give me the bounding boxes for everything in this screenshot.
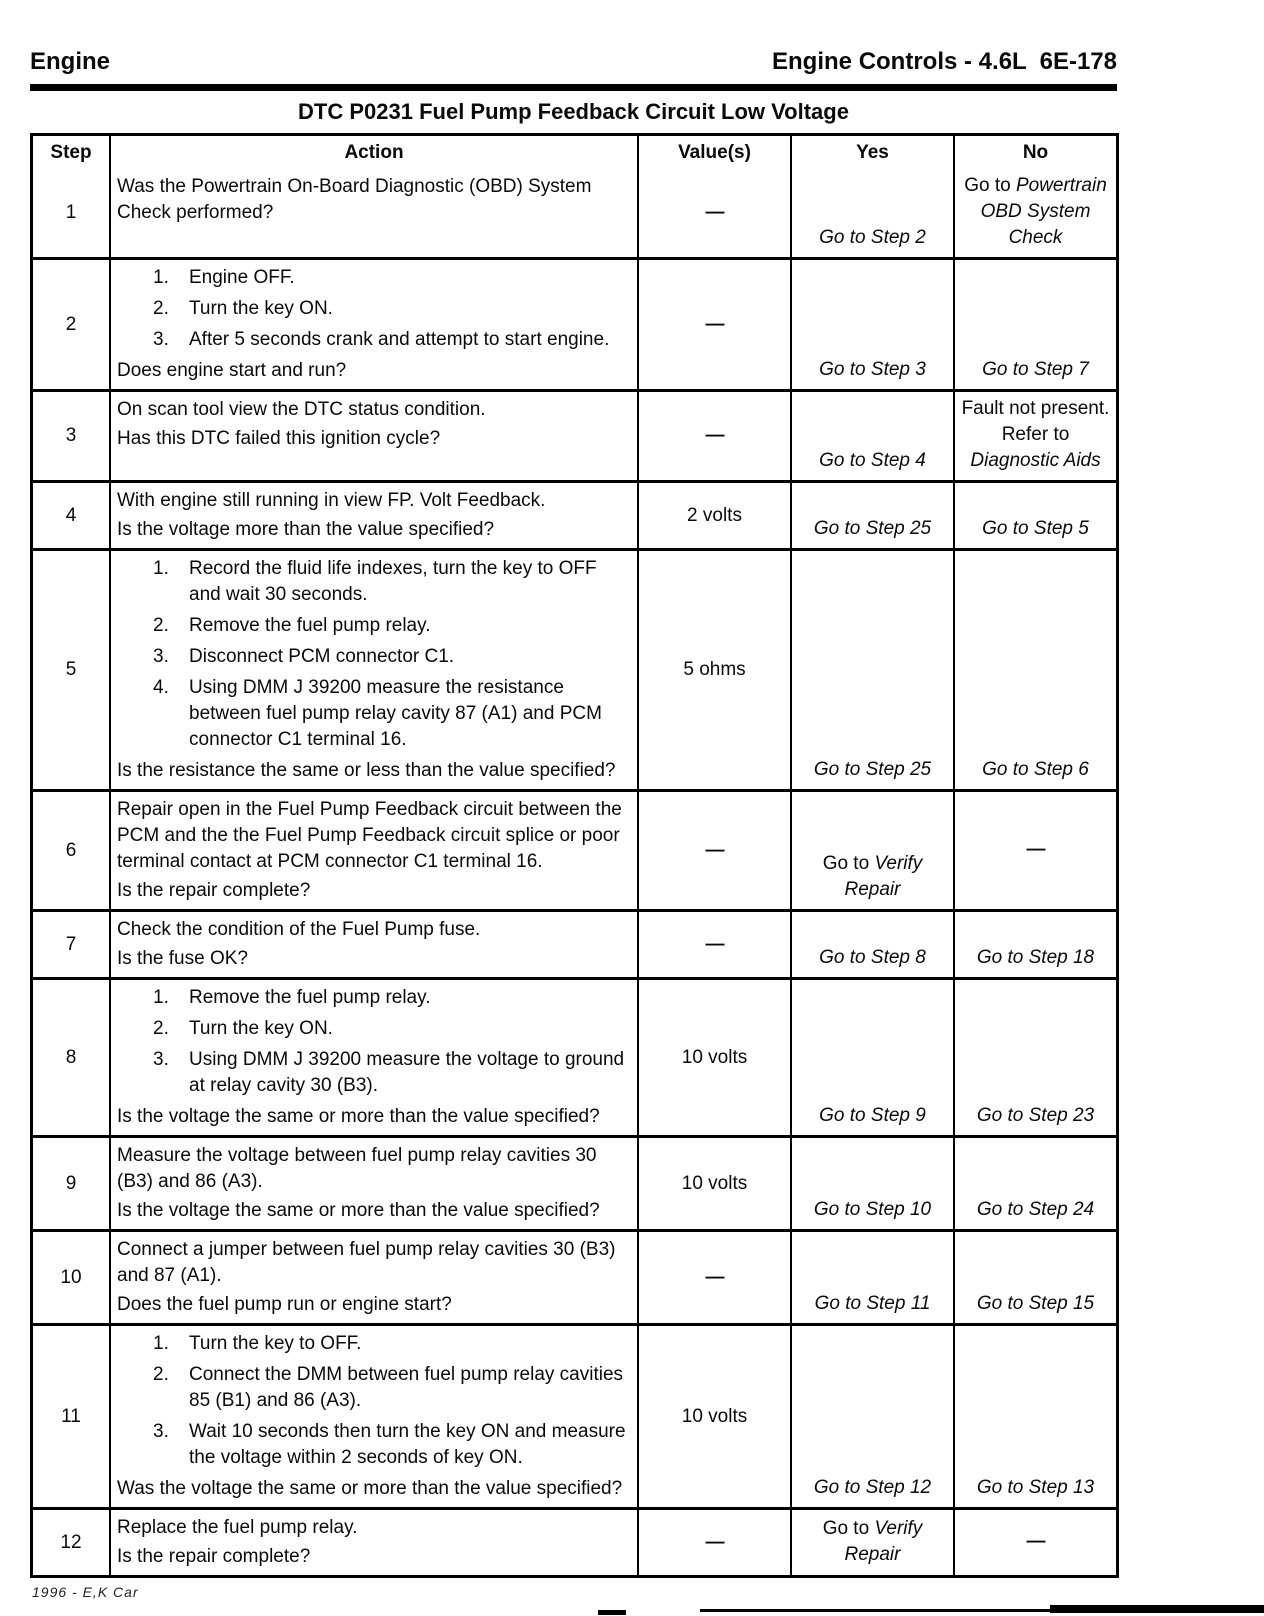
action-cell [109, 260, 637, 389]
action-step-item: Engine OFF. [189, 267, 295, 288]
value-cell: — [637, 260, 790, 389]
yes-cell: Go to Step 11 [790, 1232, 953, 1323]
step-cell: 1 [65, 202, 77, 223]
value-cell: — [637, 1510, 790, 1575]
action-step-item: Using DMM J 39200 measure the voltage to ground at relay cavity 30 (B3). [189, 1049, 625, 1096]
yes-cell: Go to Step 8 [790, 912, 953, 977]
action-cell [109, 1326, 637, 1507]
value-cell: — [637, 792, 790, 909]
action-steps-list [117, 985, 629, 1099]
no-cell: Go to Step 7 [953, 260, 1116, 389]
column-header-no: No [953, 136, 1116, 169]
action-text: Check the condition of the Fuel Pump fuse. [117, 919, 481, 940]
action-step-item: Wait 10 seconds then turn the key ON and measure the voltage within 2 seconds of key ON. [189, 1421, 626, 1468]
action-text: Was the voltage the same or more than the value specified? [117, 1478, 623, 1499]
action-steps-list [117, 1331, 629, 1471]
action-text: Is the voltage the same or more than the value specified? [117, 1106, 600, 1127]
table-row-step-4 [33, 480, 1116, 548]
value-cell: 10 volts [637, 1138, 790, 1229]
step-cell: 9 [65, 1172, 77, 1194]
page-header-right: Engine Controls - 4.6L 6E-178 [772, 48, 1117, 75]
step-cell: 2 [65, 313, 77, 335]
yes-cell: Go to Step 3 [790, 260, 953, 389]
action-step-item: Connect the DMM between fuel pump relay cavities 85 (B1) and 86 (A3). [189, 1364, 624, 1411]
action-text: Replace the fuel pump relay. [117, 1517, 358, 1538]
step-cell: 8 [65, 1046, 77, 1068]
no-cell: Go to Step 13 [953, 1326, 1116, 1507]
value-cell: 10 volts [637, 980, 790, 1135]
column-header-action: Action [109, 136, 637, 169]
action-text: With engine still running in view FP. Volt Feedback. [117, 490, 546, 511]
page-header-left: Engine [30, 48, 111, 75]
table-row-step-11 [33, 1323, 1116, 1507]
action-cell [109, 980, 637, 1135]
value-cell: 2 volts [637, 483, 790, 548]
table-row-step-2 [33, 257, 1116, 389]
table-header-row [33, 136, 1116, 169]
table-row-step-3 [33, 389, 1116, 480]
no-cell: Fault not present. Refer to Diagnostic Aids [953, 392, 1116, 480]
step-cell: 11 [61, 1405, 81, 1427]
table-row-step-6 [33, 789, 1116, 909]
action-cell [109, 1138, 637, 1229]
yes-cell: Go to Step 2 [790, 169, 953, 257]
action-cell [109, 792, 637, 909]
action-cell [109, 392, 637, 480]
action-step-item: Remove the fuel pump relay. [189, 987, 431, 1008]
action-cell [109, 1232, 637, 1323]
action-cell [109, 1510, 637, 1575]
action-step-item: Remove the fuel pump relay. [189, 615, 431, 636]
action-text: Is the repair complete? [117, 880, 311, 901]
yes-cell: Go to Step 12 [790, 1326, 953, 1507]
step-cell: 12 [60, 1531, 82, 1553]
table-row-step-9 [33, 1135, 1116, 1229]
action-step-item: Turn the key ON. [189, 1018, 333, 1039]
yes-cell: Go to Step 25 [790, 483, 953, 548]
action-steps-list [117, 556, 629, 753]
table-row-step-1 [33, 169, 1116, 257]
value-cell: — [637, 169, 790, 257]
step-cell: 5 [65, 659, 77, 680]
yes-cell: Go to Step 10 [790, 1138, 953, 1229]
action-text: Is the voltage more than the value specified? [117, 519, 495, 540]
no-cell: Go to Step 6 [953, 551, 1116, 789]
action-cell [109, 483, 637, 548]
yes-cell: Go to Verify Repair [790, 1510, 953, 1575]
yes-cell: Go to Verify Repair [790, 792, 953, 909]
step-cell: 6 [65, 839, 77, 861]
action-text: Does the fuel pump run or engine start? [117, 1294, 452, 1315]
no-cell: Go to Step 23 [953, 980, 1116, 1135]
column-header-step: Step [50, 141, 92, 163]
action-step-item: After 5 seconds crank and attempt to start engine. [189, 329, 610, 350]
table-row-step-8 [33, 977, 1116, 1135]
action-text: Is the repair complete? [117, 1546, 311, 1567]
action-steps-list [117, 265, 629, 353]
bottom-bar-thick [1050, 1605, 1264, 1613]
action-text: Is the resistance the same or less than the value specified? [117, 760, 616, 781]
table-row-step-5 [33, 548, 1116, 789]
no-cell: Go to Step 18 [953, 912, 1116, 977]
column-header-values: Value(s) [637, 136, 790, 169]
step-cell: 7 [65, 933, 77, 955]
value-cell: — [637, 912, 790, 977]
yes-cell: Go to Step 25 [790, 551, 953, 789]
bottom-bar-dash [598, 1610, 626, 1615]
no-cell: — [953, 792, 1116, 909]
action-text: Does engine start and run? [117, 360, 347, 381]
step-cell: 4 [65, 504, 77, 526]
value-cell: 10 volts [637, 1326, 790, 1507]
action-text: Is the voltage the same or more than the value specified? [117, 1200, 600, 1221]
action-cell [109, 912, 637, 977]
action-step-item: Using DMM J 39200 measure the resistance between fuel pump relay cavity 87 (A1) and PCM connector C1 terminal 16. [189, 677, 602, 750]
action-text: Connect a jumper between fuel pump relay cavities 30 (B3) and 87 (A1). [117, 1239, 616, 1286]
action-step-item: Disconnect PCM connector C1. [189, 646, 455, 667]
action-cell [109, 169, 637, 257]
value-cell: — [637, 392, 790, 480]
table-row-step-10 [33, 1229, 1116, 1323]
no-cell: Go to Step 24 [953, 1138, 1116, 1229]
action-step-item: Turn the key ON. [189, 298, 333, 319]
action-text: Was the Powertrain On-Board Diagnostic (OBD) System Check performed? [117, 176, 592, 223]
yes-cell: Go to Step 9 [790, 980, 953, 1135]
step-cell: 10 [60, 1266, 82, 1288]
table-row-step-12 [33, 1507, 1116, 1575]
action-text: Is the fuse OK? [117, 948, 248, 969]
yes-cell: Go to Step 4 [790, 392, 953, 480]
table-row-step-7 [33, 909, 1116, 977]
action-text: On scan tool view the DTC status condition. [117, 399, 486, 420]
header-rule [30, 84, 1117, 91]
action-text: Measure the voltage between fuel pump relay cavities 30 (B3) and 86 (A3). [117, 1145, 597, 1192]
footer-note: 1996 - E,K Car [32, 1584, 139, 1600]
no-cell: Go to Step 5 [953, 483, 1116, 548]
value-cell: 5 ohms [637, 551, 790, 789]
no-cell: — [953, 1510, 1116, 1575]
action-step-item: Record the fluid life indexes, turn the key to OFF and wait 30 seconds. [189, 558, 597, 605]
no-cell: Go to Step 15 [953, 1232, 1116, 1323]
page-title: DTC P0231 Fuel Pump Feedback Circuit Low Voltage [298, 99, 849, 124]
action-text: Repair open in the Fuel Pump Feedback circuit between the PCM and the the Fuel Pump Feedback circuit splice or poor terminal contact at PCM connector C1 terminal 16. [117, 799, 622, 872]
dtc-table [30, 133, 1119, 1578]
action-step-item: Turn the key to OFF. [189, 1333, 362, 1354]
value-cell: — [637, 1232, 790, 1323]
no-cell: Go to Powertrain OBD System Check [953, 169, 1116, 257]
action-text: Has this DTC failed this ignition cycle? [117, 428, 441, 449]
step-cell: 3 [65, 425, 77, 446]
column-header-yes: Yes [790, 136, 953, 169]
action-cell [109, 551, 637, 789]
